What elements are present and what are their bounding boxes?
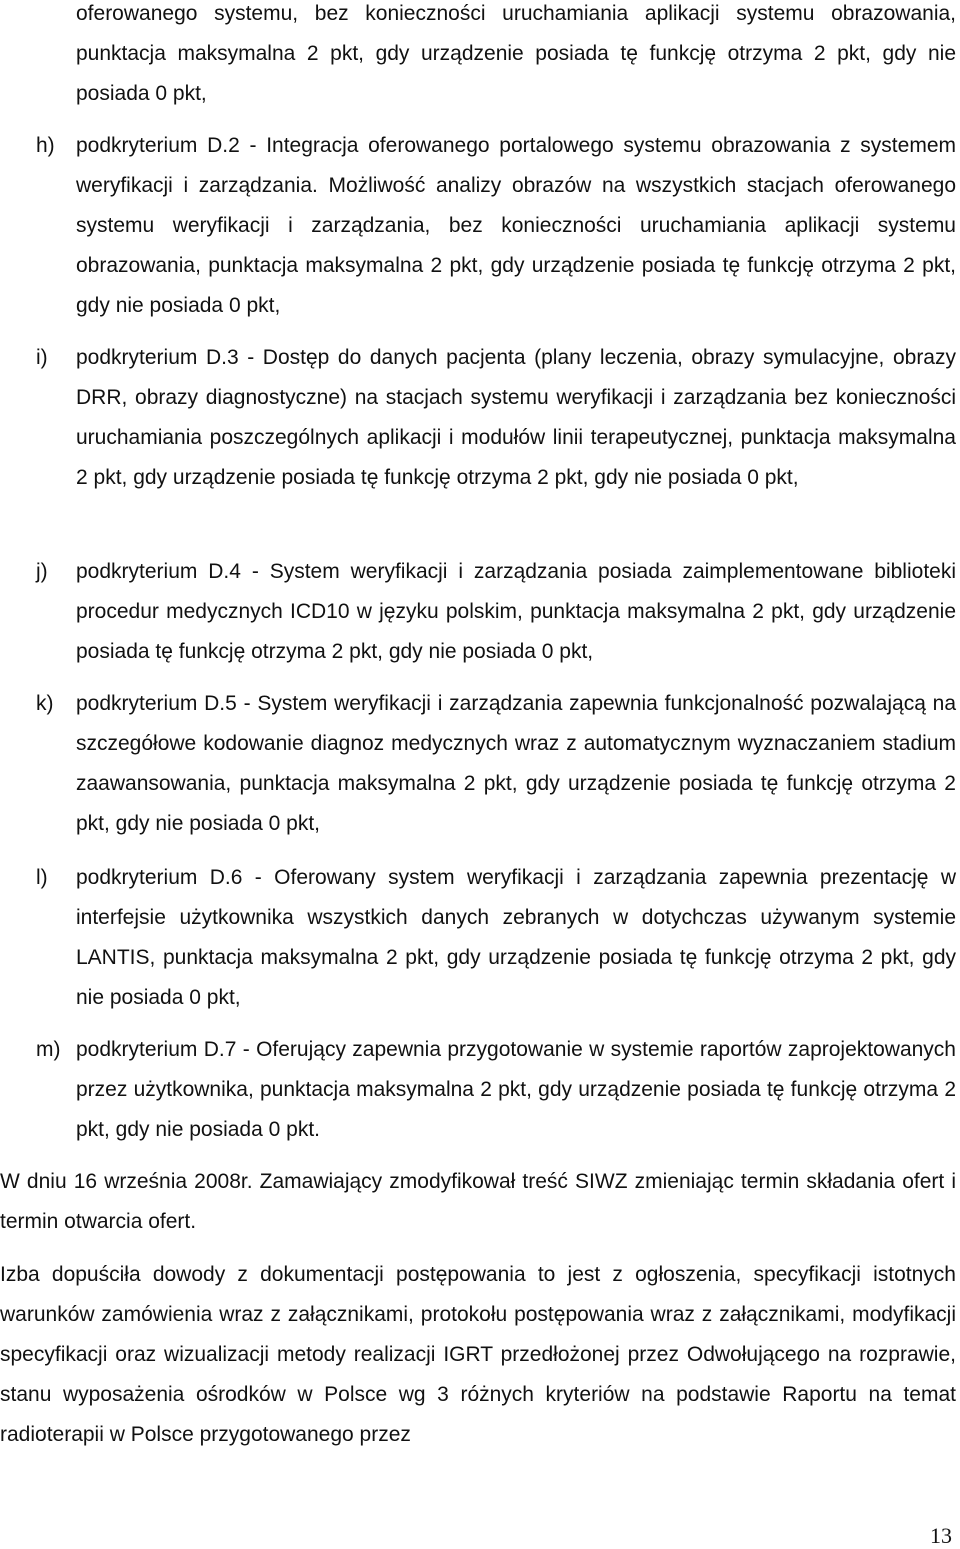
list-item-marker: h) (36, 134, 55, 157)
list-item-text: podkryterium D.3 - Dostęp do danych pacjenta (plany leczenia, obrazy symulacyjne, obrazy DRR, obrazy diagnostyczne) na stacjach systemu weryfikacji i zarządzania bez konieczności uruchamiania poszczególnych aplikacji i modułów linii terapeutycznej, punktacja maksymalna 2 pkt, gdy urządzenie posiada tę funkcję otrzyma 2 pkt, gdy nie posiada 0 pkt, (76, 346, 956, 489)
list-item-text: podkryterium D.4 - System weryfikacji i zarządzania posiada zaimplementowane biblioteki procedur medycznych ICD10 w języku polskim, punktacja maksymalna 2 pkt, gdy urządzenie posiada tę funkcję otrzyma 2 pkt, gdy nie posiada 0 pkt, (76, 560, 956, 663)
list-item-text: podkryterium D.5 - System weryfikacji i zarządzania zapewnia funkcjonalność pozwalającą na szczegółowe kodowanie diagnoz medycznych wraz z automatycznym wyznaczaniem stadium zaawansowania, punktacja maksymalna 2 pkt, gdy urządzenie posiada tę funkcję otrzyma 2 pkt, gdy nie posiada 0 pkt, (76, 692, 956, 835)
list-item-marker: j) (36, 560, 48, 583)
page-number: 13 (930, 1523, 952, 1548)
paragraph-modification: W dniu 16 września 2008r. Zamawiający zmodyfikował treść SIWZ zmieniając termin składania ofert i termin otwarcia ofert. (0, 1170, 956, 1233)
list-item-text: podkryterium D.2 - Integracja oferowanego portalowego systemu obrazowania z systemem weryfikacji i zarządzania. Możliwość analizy obrazów na wszystkich stacjach oferowanego systemu weryfikacji i zarządzania, bez konieczności uruchamiania aplikacji systemu obrazowania, punktacja maksymalna 2 pkt, gdy urządzenie posiada tę funkcję otrzyma 2 pkt, gdy nie posiada 0 pkt, (76, 134, 956, 317)
list-item-marker: i) (36, 346, 48, 369)
list-item-text: podkryterium D.6 - Oferowany system weryfikacji i zarządzania zapewnia prezentację w interfejsie użytkownika wszystkich danych zebranych w dotychczas używanym systemie LANTIS, punktacja maksymalna 2 pkt, gdy urządzenie posiada tę funkcję otrzyma 2 pkt, gdy nie posiada 0 pkt, (76, 866, 956, 1009)
list-item-marker: k) (36, 692, 54, 715)
list-item-text: podkryterium D.7 - Oferujący zapewnia przygotowanie w systemie raportów zaprojektowanych przez użytkownika, punktacja maksymalna 2 pkt, gdy urządzenie posiada tę funkcję otrzyma 2 pkt, gdy nie posiada 0 pkt. (76, 1038, 956, 1141)
list-item-marker: m) (36, 1038, 61, 1061)
paragraph-evidence: Izba dopuściła dowody z dokumentacji postępowania to jest z ogłoszenia, specyfikacji istotnych warunków zamówienia wraz z załącznikami, protokołu postępowania wraz z załącznikami, modyfikacji specyfikacji oraz wizualizacji metody realizacji IGRT przedłożonej przez Odwołującego na rozprawie, stanu wyposażenia ośrodków w Polsce wg 3 różnych kryteriów na podstawie Raportu na temat radioterapii w Polsce przygotowanego przez (0, 1263, 956, 1446)
list-item-marker: l) (36, 866, 48, 889)
list-item-text: oferowanego systemu, bez konieczności uruchamiania aplikacji systemu obrazowania, punktacja maksymalna 2 pkt, gdy urządzenie posiada tę funkcję otrzyma 2 pkt, gdy nie posiada 0 pkt, (76, 2, 956, 105)
